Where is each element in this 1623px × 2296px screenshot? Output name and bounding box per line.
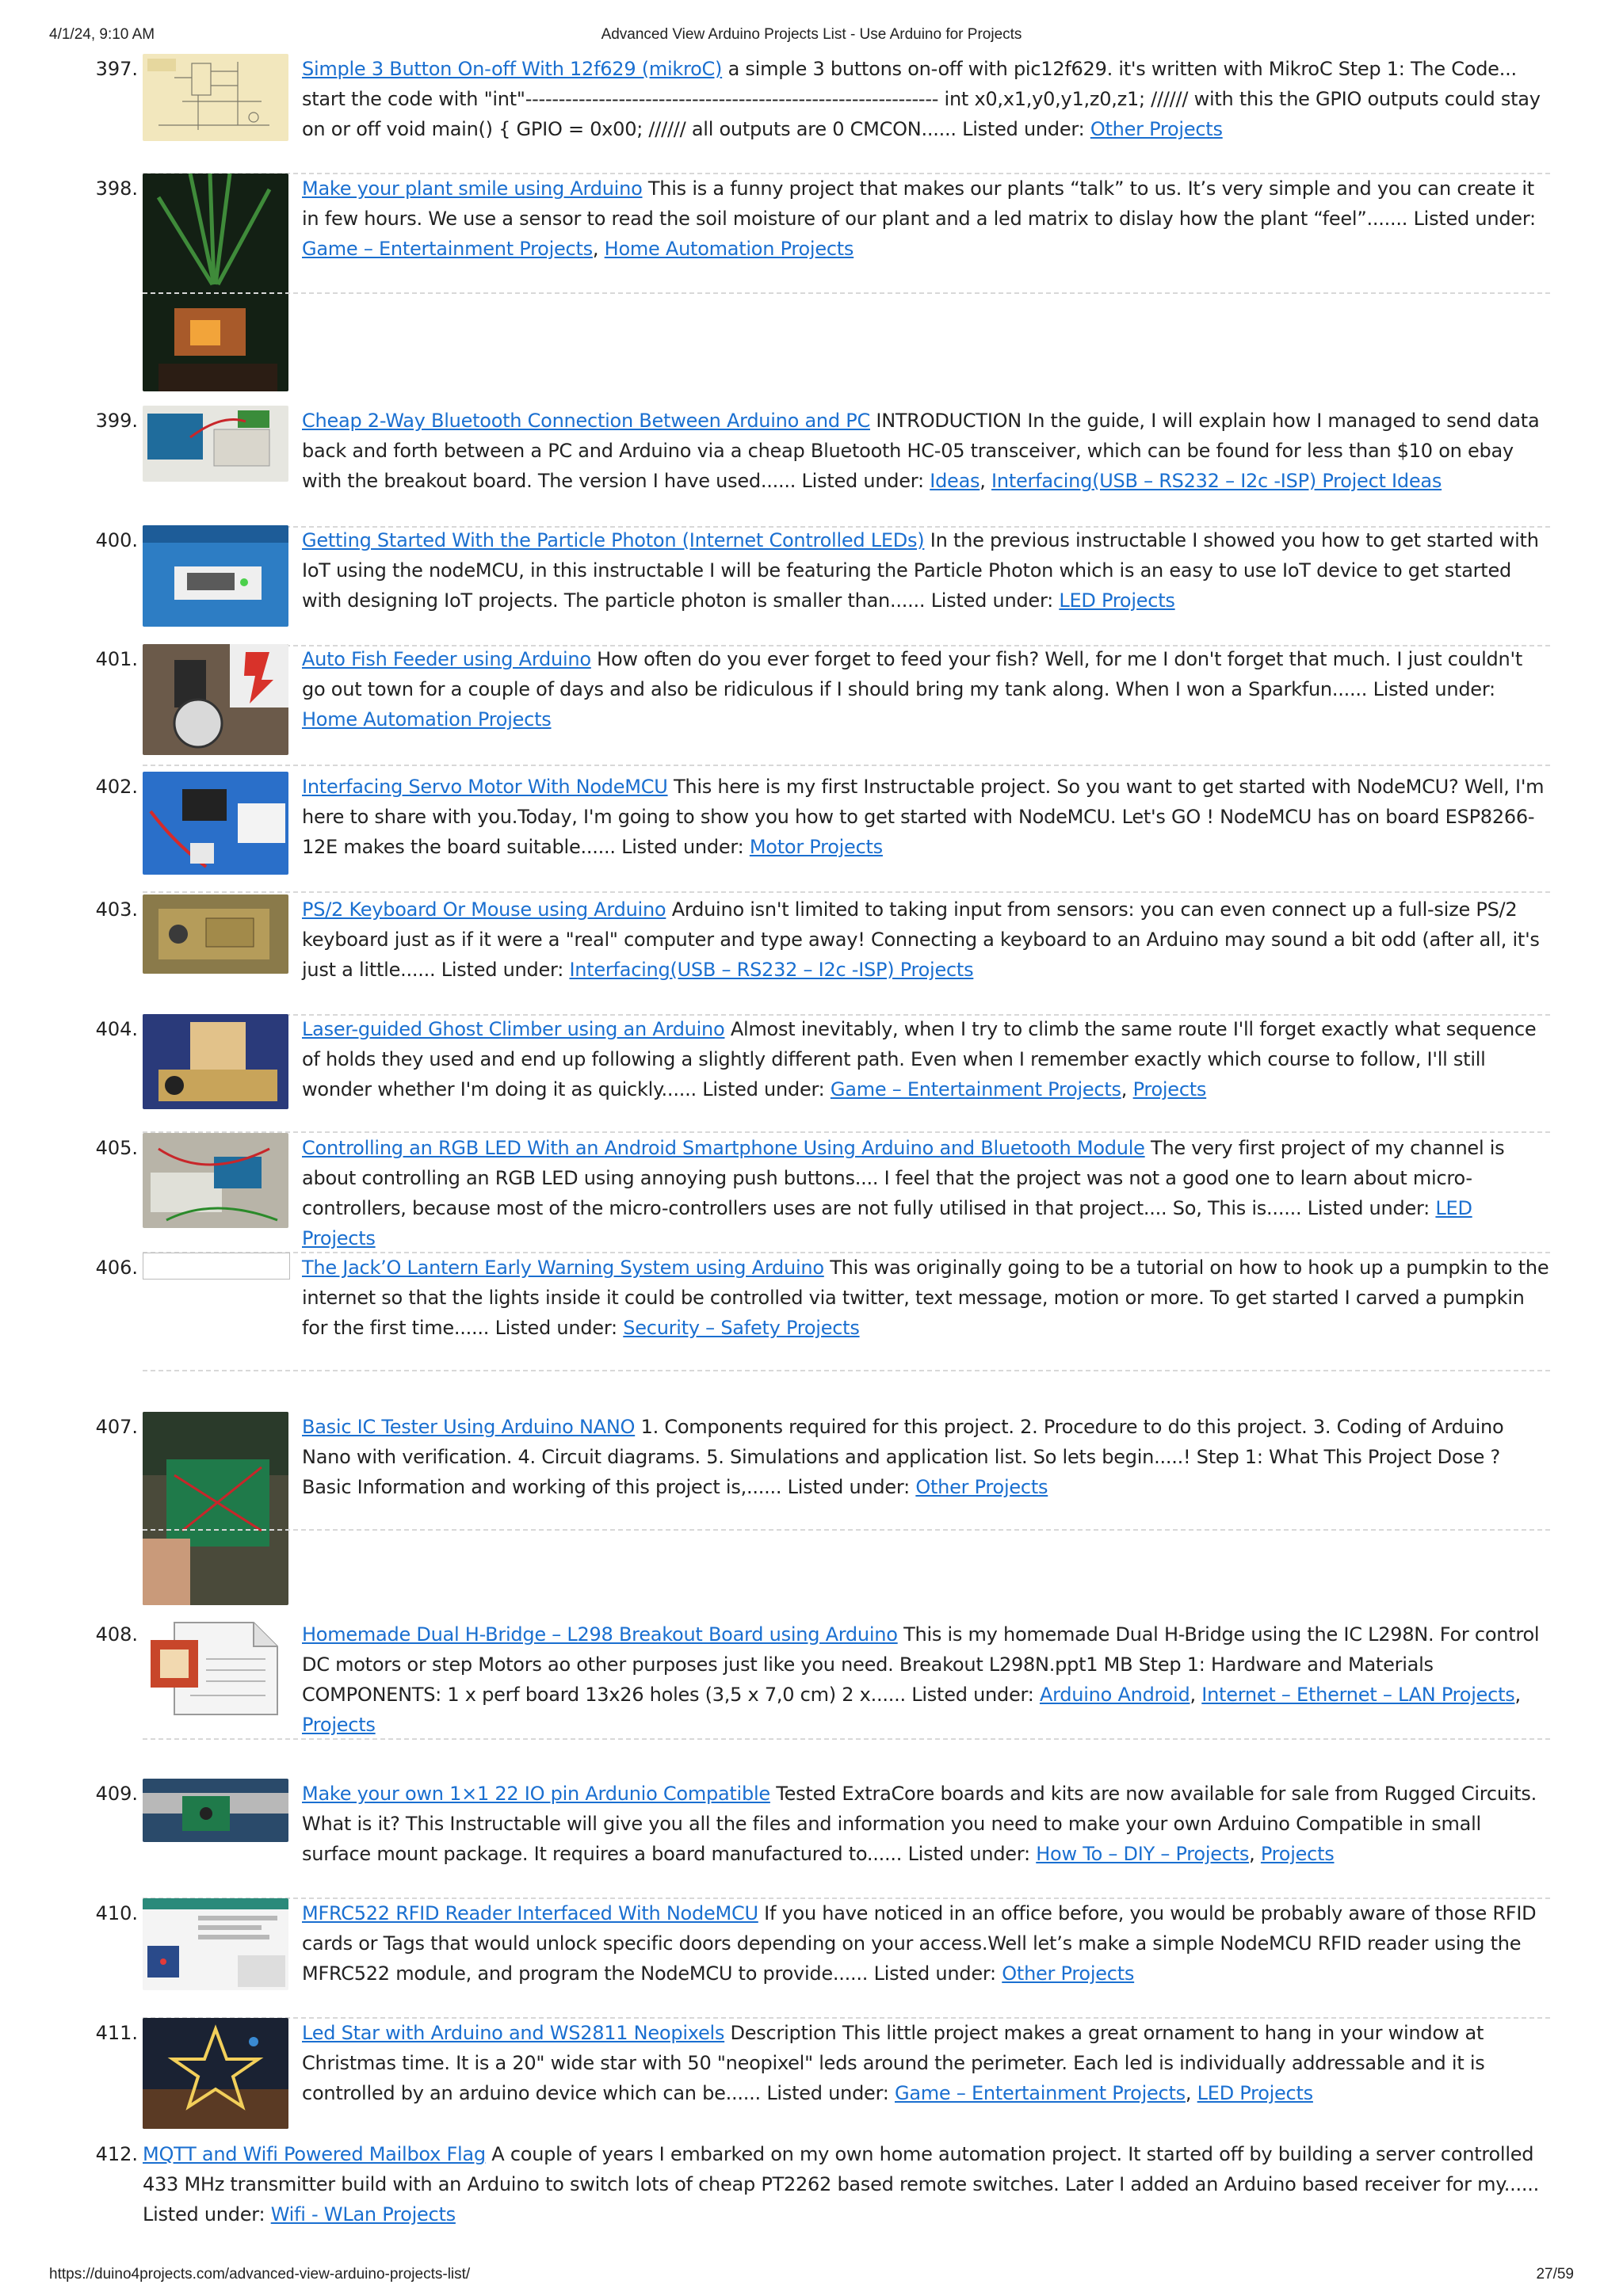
- category-link[interactable]: LED Projects: [1197, 2082, 1313, 2104]
- listed-under-label: Listed under:: [441, 959, 564, 981]
- project-thumbnail[interactable]: [143, 894, 288, 974]
- entry-number: 406.: [95, 1257, 138, 1279]
- project-description: How often do you ever forget to feed your fish? Well, for me I don't forget that much. I just couldn't go out town for a couple of days and also be ridiculous if I should bring my tank along. When I won a Sparkfun......: [302, 648, 1523, 700]
- entry-number: 405.: [95, 1137, 138, 1159]
- project-thumbnail[interactable]: [143, 772, 288, 875]
- category-link[interactable]: Projects: [1132, 1078, 1207, 1100]
- listed-under-label: Listed under:: [787, 1476, 910, 1498]
- category-link[interactable]: Projects: [1260, 1843, 1335, 1865]
- entry-number: 403.: [95, 898, 138, 921]
- category-link[interactable]: Other Projects: [1090, 118, 1223, 140]
- project-description: INTRODUCTION In the guide, I will explain how I managed to send data back and forth between a PC and Arduino via a cheap Bluetooth HC-05 transceiver, which can be found for less than $10 on ebay with the breakout board. The version I have used......: [302, 410, 1540, 492]
- project-description: The very first project of my channel is about controlling an RGB LED using annoying push buttons.... I feel that the project was not a good one to learn about micro-controllers, because most of the micro-controllers uses are not fully utilised in that project.... So, This is......: [302, 1137, 1505, 1219]
- entry-number: 399.: [95, 410, 138, 432]
- project-thumbnail[interactable]: [143, 1412, 288, 1605]
- entry-divider: [143, 765, 1550, 766]
- category-link[interactable]: Security – Safety Projects: [623, 1317, 860, 1339]
- project-description: Tested ExtraCore boards and kits are now available for sale from Rugged Circuits. What is it? This Instructable will give you all the files and information you need to make your own Arduino Compatible in small surface mount package. It requires a board manufactured to......: [302, 1783, 1537, 1865]
- entry-divider: [143, 1529, 1550, 1531]
- project-description: a simple 3 buttons on-off with pic12f629. it's written with MikroC Step 1: The Code... start the code with "int"-------------------------------------------------------------- int x0,x1,y0,y1,z0,z1; ////// with this the GPIO outputs could stay on or off void main() { GPIO = 0x00; ////// all outputs are 0 CMCON......: [302, 58, 1541, 140]
- project-thumbnail[interactable]: [143, 525, 288, 627]
- project-title-link[interactable]: Auto Fish Feeder using Arduino: [302, 648, 591, 670]
- category-link[interactable]: Ideas: [930, 470, 980, 492]
- listed-under-label: Listed under:: [801, 470, 924, 492]
- project-title-link[interactable]: Interfacing Servo Motor With NodeMCU: [302, 776, 668, 798]
- entry-divider: [143, 1370, 1550, 1371]
- project-description: This was originally going to be a tutorial on how to hook up a pumpkin to the internet so that the lights inside it could be controlled via twitter, text message, motion or more. To get started I carved a pumpkin for the first time......: [302, 1257, 1549, 1339]
- category-link[interactable]: Other Projects: [915, 1476, 1048, 1498]
- project-title-link[interactable]: The Jack’O Lantern Early Warning System using Arduino: [302, 1257, 824, 1279]
- project-description: This here is my first Instructable project. So you want to get started with NodeMCU? Well, I'm here to share with you.Today, I'm going to show you how to get started with NodeMCU. Let's GO ! NodeMCU has on board ESP8266-12E makes the board suitable......: [302, 776, 1545, 858]
- project-title-link[interactable]: Homemade Dual H-Bridge – L298 Breakout Board using Arduino: [302, 1623, 898, 1646]
- project-description: Description This little project makes a great ornament to hang in your window at Christmas time. It is a 20" wide star with 50 "neopixel" leds around the perimeter. Each led is individually addressable and it is controlled by an arduino device which can be......: [302, 2022, 1485, 2104]
- category-link[interactable]: Other Projects: [1002, 1962, 1135, 1985]
- entry-divider: [143, 292, 1550, 294]
- project-thumbnail[interactable]: [143, 1133, 288, 1228]
- project-thumbnail[interactable]: [143, 54, 288, 141]
- entry-divider: [143, 1738, 1550, 1740]
- print-footer: [0, 2266, 1623, 2286]
- category-link[interactable]: Home Automation Projects: [604, 238, 854, 260]
- category-link[interactable]: Home Automation Projects: [302, 708, 552, 730]
- entry-number: 400.: [95, 529, 138, 551]
- listed-under-label: Listed under:: [962, 118, 1085, 140]
- listed-under-label: Listed under:: [873, 1962, 996, 1985]
- category-link[interactable]: Interfacing(USB – RS232 – I2c -ISP) Projects: [569, 959, 974, 981]
- category-link[interactable]: Game – Entertainment Projects: [895, 2082, 1186, 2104]
- print-header: [0, 26, 1623, 47]
- project-description: If you have noticed in an office before, you would be probably aware of those RFID cards or Tags that would unlock specific doors depending on your access.Well let’s make a simple NodeMCU RFID reader using the MFRC522 module, and program the NodeMCU to provide......: [302, 1902, 1537, 1985]
- entry-number: 401.: [95, 648, 138, 670]
- project-description: A couple of years I embarked on my own home automation project. It started off by building a server controlled 433 MHz transmitter build with an Arduino to switch lots of cheap PT2262 based remote switches. Later I added an Arduino based receiver for my......: [143, 2143, 1540, 2195]
- listed-under-label: Listed under:: [702, 1078, 825, 1100]
- entry-number: 404.: [95, 1018, 138, 1040]
- project-title-link[interactable]: Laser-guided Ghost Climber using an Arduino: [302, 1018, 725, 1040]
- project-thumbnail[interactable]: [143, 2018, 288, 2129]
- project-title-link[interactable]: Cheap 2-Way Bluetooth Connection Between Arduino and PC: [302, 410, 870, 432]
- project-thumbnail[interactable]: [143, 1779, 288, 1842]
- entry-number: 398.: [95, 177, 138, 200]
- category-link[interactable]: Projects: [302, 1714, 376, 1736]
- category-link[interactable]: Game – Entertainment Projects: [302, 238, 593, 260]
- project-title-link[interactable]: PS/2 Keyboard Or Mouse using Arduino: [302, 898, 666, 921]
- listed-under-label: Listed under:: [930, 589, 1053, 612]
- entry-number: 411.: [95, 2022, 138, 2044]
- listed-under-label: Listed under:: [495, 1317, 617, 1339]
- listed-under-label: Listed under:: [1307, 1197, 1430, 1219]
- entry-number: 402.: [95, 776, 138, 798]
- print-timestamp: 4/1/24, 9:10 AM: [49, 26, 155, 43]
- category-link[interactable]: Internet – Ethernet – LAN Projects: [1201, 1684, 1515, 1706]
- entry-number: 412.: [95, 2143, 138, 2165]
- category-link[interactable]: LED Projects: [1059, 589, 1175, 612]
- file-icon[interactable]: [143, 1619, 288, 1718]
- project-title-link[interactable]: Make your own 1×1 22 IO pin Ardunio Compatible: [302, 1783, 770, 1805]
- project-thumbnail[interactable]: [143, 174, 288, 391]
- entry-number: 407.: [95, 1416, 138, 1438]
- project-thumbnail[interactable]: [143, 1898, 288, 1990]
- category-link[interactable]: How To – DIY – Projects: [1036, 1843, 1250, 1865]
- category-link[interactable]: Motor Projects: [749, 836, 883, 858]
- page-url: https://duino4projects.com/advanced-view-arduino-projects-list/: [49, 2266, 471, 2283]
- project-title-link[interactable]: Make your plant smile using Arduino: [302, 177, 643, 200]
- category-link[interactable]: LED Projects: [302, 1197, 1472, 1249]
- project-description: Arduino isn't limited to taking input from sensors: you can even connect up a full-size PS/2 keyboard just as if it were a "real" computer and type away! Connecting a keyboard to an Arduino may sound a bit odd (after all, it's just a little......: [302, 898, 1540, 981]
- listed-under-label: Listed under:: [911, 1684, 1034, 1706]
- project-title-link[interactable]: Getting Started With the Particle Photon (Internet Controlled LEDs): [302, 529, 925, 551]
- project-description: This is a funny project that makes our plants “talk” to us. It’s very simple and you can create it in few hours. We use a sensor to read the soil moisture of our plant and a led matrix to dislay how the plant “feel”.......: [302, 177, 1534, 230]
- entry-number: 408.: [95, 1623, 138, 1646]
- project-thumbnail[interactable]: [143, 406, 288, 482]
- listed-under-label: Listed under:: [766, 2082, 889, 2104]
- project-title-link[interactable]: Simple 3 Button On-off With 12f629 (mikroC): [302, 58, 723, 80]
- project-title-link[interactable]: Controlling an RGB LED With an Android Smartphone Using Arduino and Bluetooth Module: [302, 1137, 1145, 1159]
- category-link[interactable]: Wifi - WLan Projects: [270, 2203, 456, 2225]
- project-description: In the previous instructable I showed you how to get started with IoT using the nodeMCU, in this instructable I will be featuring the Particle Photon which is an easy to use IoT device to get started with designing IoT projects. The particle photon is smaller than......: [302, 529, 1539, 612]
- entry-divider: [143, 891, 1550, 893]
- project-description: Almost inevitably, when I try to climb the same route I'll forget exactly what sequence of holds they used and end up following a slightly different path. Even when I remember exactly which course to follow, I'll still wonder whether I'm doing it as quickly......: [302, 1018, 1537, 1100]
- category-link[interactable]: Arduino Android: [1039, 1684, 1190, 1706]
- category-link[interactable]: Game – Entertainment Projects: [830, 1078, 1121, 1100]
- project-title-link[interactable]: MFRC522 RFID Reader Interfaced With NodeMCU: [302, 1902, 758, 1924]
- category-link[interactable]: Interfacing(USB – RS232 – I2c -ISP) Project Ideas: [991, 470, 1442, 492]
- broken-image-placeholder[interactable]: [143, 1253, 290, 1280]
- project-title-link[interactable]: Led Star with Arduino and WS2811 Neopixels: [302, 2022, 725, 2044]
- project-description: 1. Components required for this project. 2. Procedure to do this project. 3. Coding of Arduino Nano with verification. 4. Circuit diagrams. 5. Simulations and application list. So lets begin.....! Step 1: What This Project Dose ? Basic Information and working of this project is,......: [302, 1416, 1504, 1498]
- entry-number: 397.: [95, 58, 138, 80]
- page-number: 27/59: [1536, 2266, 1574, 2283]
- listed-under-label: Listed under:: [1373, 678, 1495, 700]
- project-description: This is my homemade Dual H-Bridge using the IC L298N. For control DC motors or step Motors ao other purposes just like you need. Breakout L298N.ppt1 MB Step 1: Hardware and Materials COMPONENTS: 1 x perf board 13x26 holes (3,5 x 7,0 cm) 2 x......: [302, 1623, 1540, 1706]
- entry-number: 410.: [95, 1902, 138, 1924]
- entry-number: 409.: [95, 1783, 138, 1805]
- listed-under-label: Listed under:: [1413, 208, 1536, 230]
- project-thumbnail[interactable]: [143, 644, 288, 755]
- listed-under-label: Listed under:: [907, 1843, 1030, 1865]
- listed-under-label: Listed under:: [621, 836, 744, 858]
- listed-under-label: Listed under:: [143, 2203, 265, 2225]
- project-title-link[interactable]: Basic IC Tester Using Arduino NANO: [302, 1416, 636, 1438]
- project-thumbnail[interactable]: [143, 1014, 288, 1109]
- project-title-link[interactable]: MQTT and Wifi Powered Mailbox Flag: [143, 2143, 486, 2165]
- page-title: Advanced View Arduino Projects List - Use Arduino for Projects: [601, 26, 1022, 43]
